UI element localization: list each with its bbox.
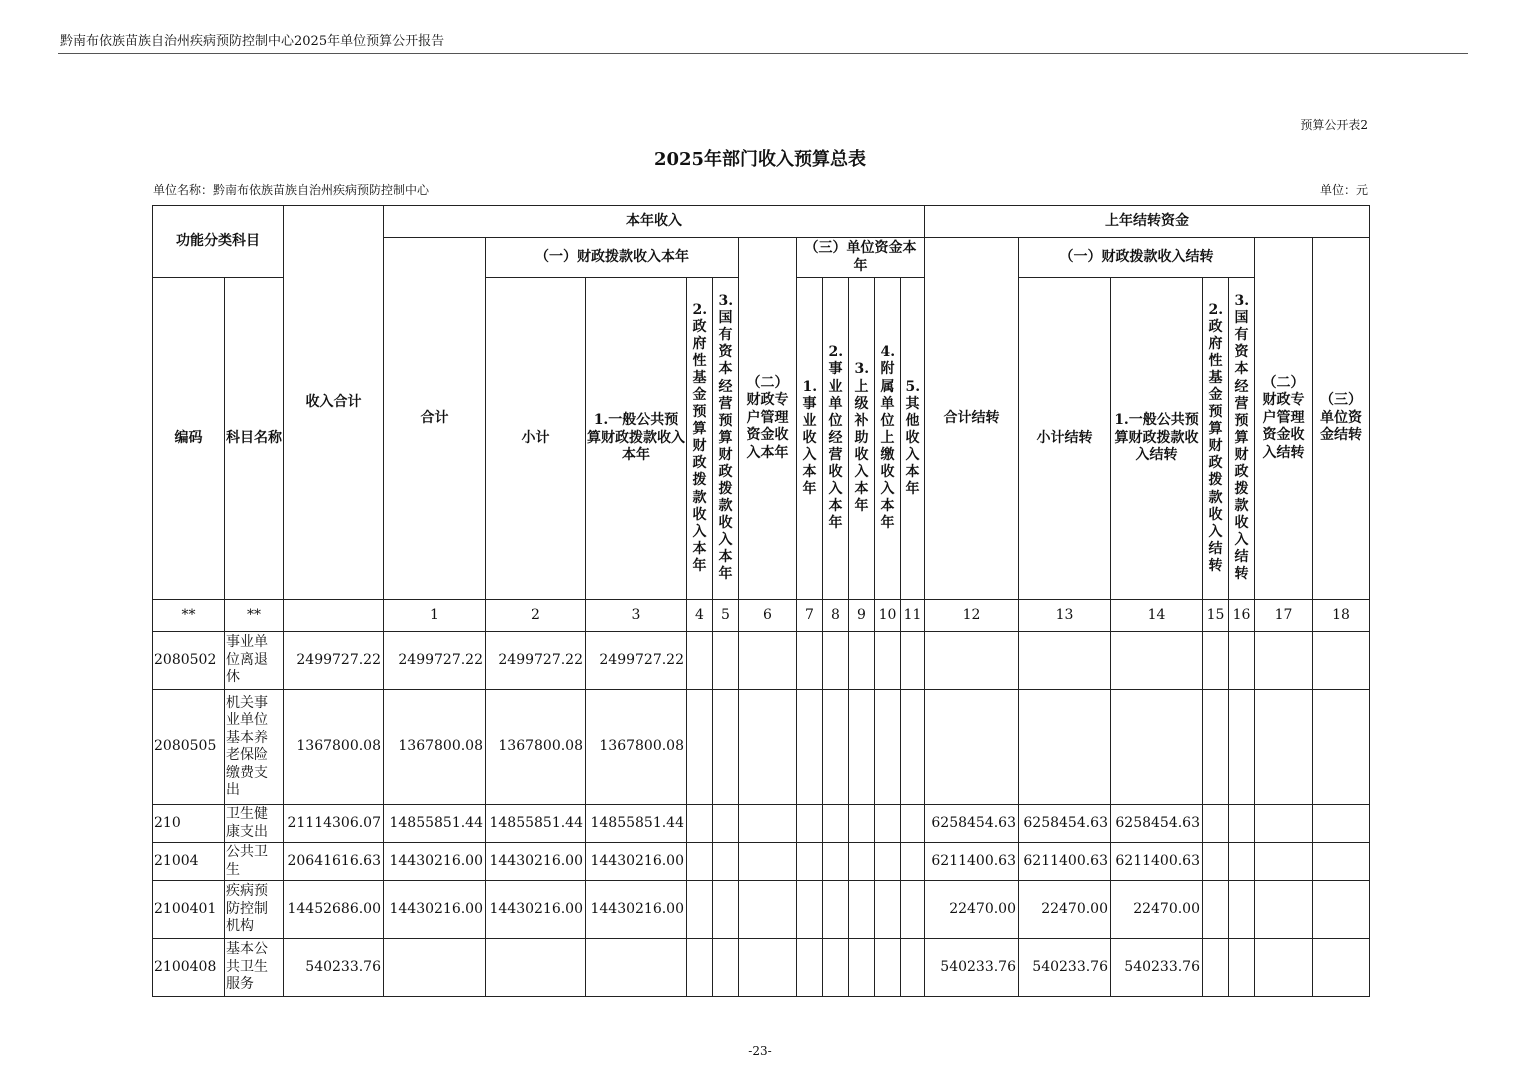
subject-name-text: 事业单位离退休 bbox=[226, 634, 268, 686]
header-prior-fiscal-group: （一）财政拨款收入结转 bbox=[1019, 238, 1255, 278]
table-row bbox=[153, 881, 1370, 939]
index-cell: 16 bbox=[1229, 600, 1255, 632]
row-cur-other bbox=[901, 632, 925, 690]
row-income-total: 540233.76 bbox=[284, 939, 384, 997]
row-cur-soe bbox=[713, 881, 739, 939]
row-subject-name bbox=[225, 690, 284, 805]
header-subject-name: 科目名称 bbox=[225, 278, 284, 600]
header-prior-gov-fund: 2.政府性基金预算财政拨款收入结转 bbox=[1203, 278, 1229, 600]
row-cur-special bbox=[739, 805, 797, 843]
row-prior-subtotal: 22470.00 bbox=[1019, 881, 1111, 939]
row-prior-subtotal: 6258454.63 bbox=[1019, 805, 1111, 843]
row-cur-affiliated bbox=[875, 939, 901, 997]
row-cur-subtotal: 14430216.00 bbox=[486, 843, 586, 881]
row-cur-total: 14430216.00 bbox=[384, 843, 486, 881]
row-cur-soe bbox=[713, 690, 739, 805]
row-cur-other bbox=[901, 690, 925, 805]
index-cell: 5 bbox=[713, 600, 739, 632]
header-prior-general: 1.一般公共预算财政拨款收入结转 bbox=[1111, 278, 1203, 600]
unit-name: 单位名称：黔南布依族苗族自治州疾病预防控制中心 bbox=[153, 183, 430, 197]
row-prior-soe bbox=[1229, 939, 1255, 997]
header-cur-fiscal-group: （一）财政拨款收入本年 bbox=[486, 238, 739, 278]
row-cur-operating bbox=[823, 939, 849, 997]
row-prior-subtotal bbox=[1019, 690, 1111, 805]
row-cur-affiliated bbox=[875, 881, 901, 939]
row-prior-gov-fund bbox=[1203, 690, 1229, 805]
index-cell: 13 bbox=[1019, 600, 1111, 632]
row-subject-name bbox=[225, 939, 284, 997]
row-prior-special bbox=[1255, 805, 1313, 843]
row-prior-total bbox=[925, 690, 1019, 805]
row-code: 210 bbox=[153, 805, 225, 843]
row-prior-total bbox=[925, 632, 1019, 690]
row-subject-name bbox=[225, 632, 284, 690]
row-cur-subtotal: 14430216.00 bbox=[486, 881, 586, 939]
row-cur-business bbox=[797, 690, 823, 805]
row-prior-special bbox=[1255, 881, 1313, 939]
row-cur-operating bbox=[823, 843, 849, 881]
row-prior-unit bbox=[1313, 690, 1370, 805]
index-cell: ** bbox=[225, 600, 284, 632]
row-cur-operating bbox=[823, 690, 849, 805]
index-cell: 1 bbox=[384, 600, 486, 632]
index-cell: 17 bbox=[1255, 600, 1313, 632]
row-cur-soe bbox=[713, 632, 739, 690]
row-cur-special bbox=[739, 843, 797, 881]
row-cur-business bbox=[797, 939, 823, 997]
row-prior-gov-fund bbox=[1203, 939, 1229, 997]
page-title: 2025年部门收入预算总表 bbox=[653, 149, 867, 170]
report-header: 黔南布依族苗族自治州疾病预防控制中心2025年单位预算公开报告 bbox=[60, 34, 445, 49]
row-prior-special bbox=[1255, 690, 1313, 805]
row-cur-special bbox=[739, 690, 797, 805]
row-cur-affiliated bbox=[875, 805, 901, 843]
index-cell: 4 bbox=[687, 600, 713, 632]
row-cur-operating bbox=[823, 805, 849, 843]
row-prior-soe bbox=[1229, 690, 1255, 805]
row-income-total: 14452686.00 bbox=[284, 881, 384, 939]
row-cur-business bbox=[797, 881, 823, 939]
row-prior-gov-fund bbox=[1203, 632, 1229, 690]
header-cur-unit-group: （三）单位资金本年 bbox=[797, 238, 925, 278]
index-cell: 8 bbox=[823, 600, 849, 632]
row-cur-general: 14430216.00 bbox=[586, 843, 687, 881]
header-cur-business: 1.事业收入本年 bbox=[797, 278, 823, 600]
row-cur-soe bbox=[713, 939, 739, 997]
header-cur-special: （二）财政专户管理资金收入本年 bbox=[739, 238, 797, 600]
subject-name-text: 基本公共卫生服务 bbox=[226, 941, 268, 993]
row-prior-unit bbox=[1313, 843, 1370, 881]
row-prior-total: 540233.76 bbox=[925, 939, 1019, 997]
row-cur-other bbox=[901, 881, 925, 939]
row-cur-subtotal bbox=[486, 939, 586, 997]
row-cur-business bbox=[797, 632, 823, 690]
index-cell: 12 bbox=[925, 600, 1019, 632]
row-prior-soe bbox=[1229, 632, 1255, 690]
table-row bbox=[153, 843, 1370, 881]
row-prior-soe bbox=[1229, 805, 1255, 843]
row-cur-subtotal: 2499727.22 bbox=[486, 632, 586, 690]
row-subject-name bbox=[225, 805, 284, 843]
row-subject-name bbox=[225, 843, 284, 881]
row-cur-subtotal: 14855851.44 bbox=[486, 805, 586, 843]
row-cur-gov-fund bbox=[687, 805, 713, 843]
header-current-year: 本年收入 bbox=[384, 206, 925, 238]
table-row bbox=[153, 805, 1370, 843]
row-prior-general: 6211400.63 bbox=[1111, 843, 1203, 881]
row-cur-other bbox=[901, 843, 925, 881]
row-cur-gov-fund bbox=[687, 843, 713, 881]
header-cur-subtotal: 小计 bbox=[486, 278, 586, 600]
row-cur-business bbox=[797, 843, 823, 881]
row-income-total: 1367800.08 bbox=[284, 690, 384, 805]
row-cur-gov-fund bbox=[687, 690, 713, 805]
row-cur-total: 14855851.44 bbox=[384, 805, 486, 843]
row-prior-general: 540233.76 bbox=[1111, 939, 1203, 997]
header-prior-total: 合计结转 bbox=[925, 238, 1019, 600]
row-cur-general bbox=[586, 939, 687, 997]
row-cur-gov-fund bbox=[687, 632, 713, 690]
header-prior-unit: （三）单位资金结转 bbox=[1313, 238, 1370, 600]
row-prior-unit bbox=[1313, 632, 1370, 690]
row-cur-general: 14430216.00 bbox=[586, 881, 687, 939]
row-cur-special bbox=[739, 881, 797, 939]
table-row bbox=[153, 632, 1370, 690]
row-code: 2080502 bbox=[153, 632, 225, 690]
row-prior-general bbox=[1111, 632, 1203, 690]
index-cell: 15 bbox=[1203, 600, 1229, 632]
row-prior-gov-fund bbox=[1203, 843, 1229, 881]
index-cell: 2 bbox=[486, 600, 586, 632]
row-cur-total: 2499727.22 bbox=[384, 632, 486, 690]
row-cur-subsidy bbox=[849, 939, 875, 997]
row-cur-total: 1367800.08 bbox=[384, 690, 486, 805]
row-cur-general: 1367800.08 bbox=[586, 690, 687, 805]
row-prior-total: 22470.00 bbox=[925, 881, 1019, 939]
subject-name-text: 公共卫生 bbox=[226, 844, 268, 878]
row-code: 21004 bbox=[153, 843, 225, 881]
subject-name-text: 机关事业单位基本养老保险缴费支出 bbox=[226, 694, 268, 798]
index-row bbox=[153, 600, 1370, 632]
row-income-total: 21114306.07 bbox=[284, 805, 384, 843]
index-cell: 10 bbox=[875, 600, 901, 632]
index-cell bbox=[284, 600, 384, 632]
row-cur-general: 14855851.44 bbox=[586, 805, 687, 843]
header-cur-affiliated: 4.附属单位上缴收入本年 bbox=[875, 278, 901, 600]
header-prior-special: （二）财政专户管理资金收入结转 bbox=[1255, 238, 1313, 600]
row-cur-affiliated bbox=[875, 843, 901, 881]
income-budget-table bbox=[152, 205, 1370, 997]
index-cell: ** bbox=[153, 600, 225, 632]
currency-unit: 单位：元 bbox=[1319, 183, 1368, 197]
row-cur-subsidy bbox=[849, 690, 875, 805]
row-cur-operating bbox=[823, 881, 849, 939]
row-prior-subtotal bbox=[1019, 632, 1111, 690]
index-cell: 9 bbox=[849, 600, 875, 632]
row-subject-name bbox=[225, 881, 284, 939]
row-cur-business bbox=[797, 805, 823, 843]
header-function-subject: 功能分类科目 bbox=[153, 206, 284, 278]
table-row bbox=[153, 690, 1370, 805]
data-rows bbox=[153, 632, 1370, 997]
header-cur-total: 合计 bbox=[384, 238, 486, 600]
header-divider bbox=[58, 53, 1468, 54]
row-prior-unit bbox=[1313, 805, 1370, 843]
subject-name-text: 卫生健康支出 bbox=[226, 806, 268, 840]
row-prior-subtotal: 6211400.63 bbox=[1019, 843, 1111, 881]
row-cur-other bbox=[901, 805, 925, 843]
header-prior-soe: 3.国有资本经营预算财政拨款收入结转 bbox=[1229, 278, 1255, 600]
header-cur-general: 1.一般公共预算财政拨款收入本年 bbox=[586, 278, 687, 600]
header-cur-subsidy: 3.上级补助收入本年 bbox=[849, 278, 875, 600]
header-cur-other: 5.其他收入本年 bbox=[901, 278, 925, 600]
row-prior-total: 6258454.63 bbox=[925, 805, 1019, 843]
index-cell: 18 bbox=[1313, 600, 1370, 632]
index-cell: 3 bbox=[586, 600, 687, 632]
index-cell: 7 bbox=[797, 600, 823, 632]
row-cur-general: 2499727.22 bbox=[586, 632, 687, 690]
index-cell: 14 bbox=[1111, 600, 1203, 632]
row-cur-subtotal: 1367800.08 bbox=[486, 690, 586, 805]
table-number: 预算公开表2 bbox=[1300, 118, 1368, 132]
subject-name-text: 疾病预防控制机构 bbox=[226, 883, 268, 935]
row-cur-soe bbox=[713, 805, 739, 843]
index-cell: 6 bbox=[739, 600, 797, 632]
row-prior-soe bbox=[1229, 843, 1255, 881]
row-cur-affiliated bbox=[875, 690, 901, 805]
header-code: 编码 bbox=[153, 278, 225, 600]
row-prior-gov-fund bbox=[1203, 881, 1229, 939]
row-cur-subsidy bbox=[849, 805, 875, 843]
row-income-total: 20641616.63 bbox=[284, 843, 384, 881]
header-prior-year: 上年结转资金 bbox=[925, 206, 1370, 238]
row-code: 2100408 bbox=[153, 939, 225, 997]
row-code: 2080505 bbox=[153, 690, 225, 805]
row-cur-special bbox=[739, 939, 797, 997]
row-prior-soe bbox=[1229, 881, 1255, 939]
row-prior-general: 6258454.63 bbox=[1111, 805, 1203, 843]
row-prior-gov-fund bbox=[1203, 805, 1229, 843]
row-prior-subtotal: 540233.76 bbox=[1019, 939, 1111, 997]
row-prior-unit bbox=[1313, 939, 1370, 997]
header-prior-subtotal: 小计结转 bbox=[1019, 278, 1111, 600]
row-cur-total bbox=[384, 939, 486, 997]
row-cur-operating bbox=[823, 632, 849, 690]
row-prior-unit bbox=[1313, 881, 1370, 939]
row-cur-soe bbox=[713, 843, 739, 881]
row-prior-general: 22470.00 bbox=[1111, 881, 1203, 939]
header-cur-operating: 2.事业单位经营收入本年 bbox=[823, 278, 849, 600]
row-cur-gov-fund bbox=[687, 881, 713, 939]
index-cell: 11 bbox=[901, 600, 925, 632]
row-code: 2100401 bbox=[153, 881, 225, 939]
row-prior-special bbox=[1255, 939, 1313, 997]
row-prior-special bbox=[1255, 632, 1313, 690]
row-cur-total: 14430216.00 bbox=[384, 881, 486, 939]
row-cur-special bbox=[739, 632, 797, 690]
header-cur-gov-fund: 2.政府性基金预算财政拨款收入本年 bbox=[687, 278, 713, 600]
row-cur-subsidy bbox=[849, 881, 875, 939]
row-prior-general bbox=[1111, 690, 1203, 805]
row-cur-other bbox=[901, 939, 925, 997]
page-number: -23- bbox=[748, 1044, 772, 1058]
row-prior-total: 6211400.63 bbox=[925, 843, 1019, 881]
row-income-total: 2499727.22 bbox=[284, 632, 384, 690]
row-prior-special bbox=[1255, 843, 1313, 881]
row-cur-affiliated bbox=[875, 632, 901, 690]
table-row bbox=[153, 939, 1370, 997]
header-income-total: 收入合计 bbox=[284, 206, 384, 600]
row-cur-gov-fund bbox=[687, 939, 713, 997]
row-cur-subsidy bbox=[849, 632, 875, 690]
row-cur-subsidy bbox=[849, 843, 875, 881]
header-cur-soe: 3.国有资本经营预算财政拨款收入本年 bbox=[713, 278, 739, 600]
